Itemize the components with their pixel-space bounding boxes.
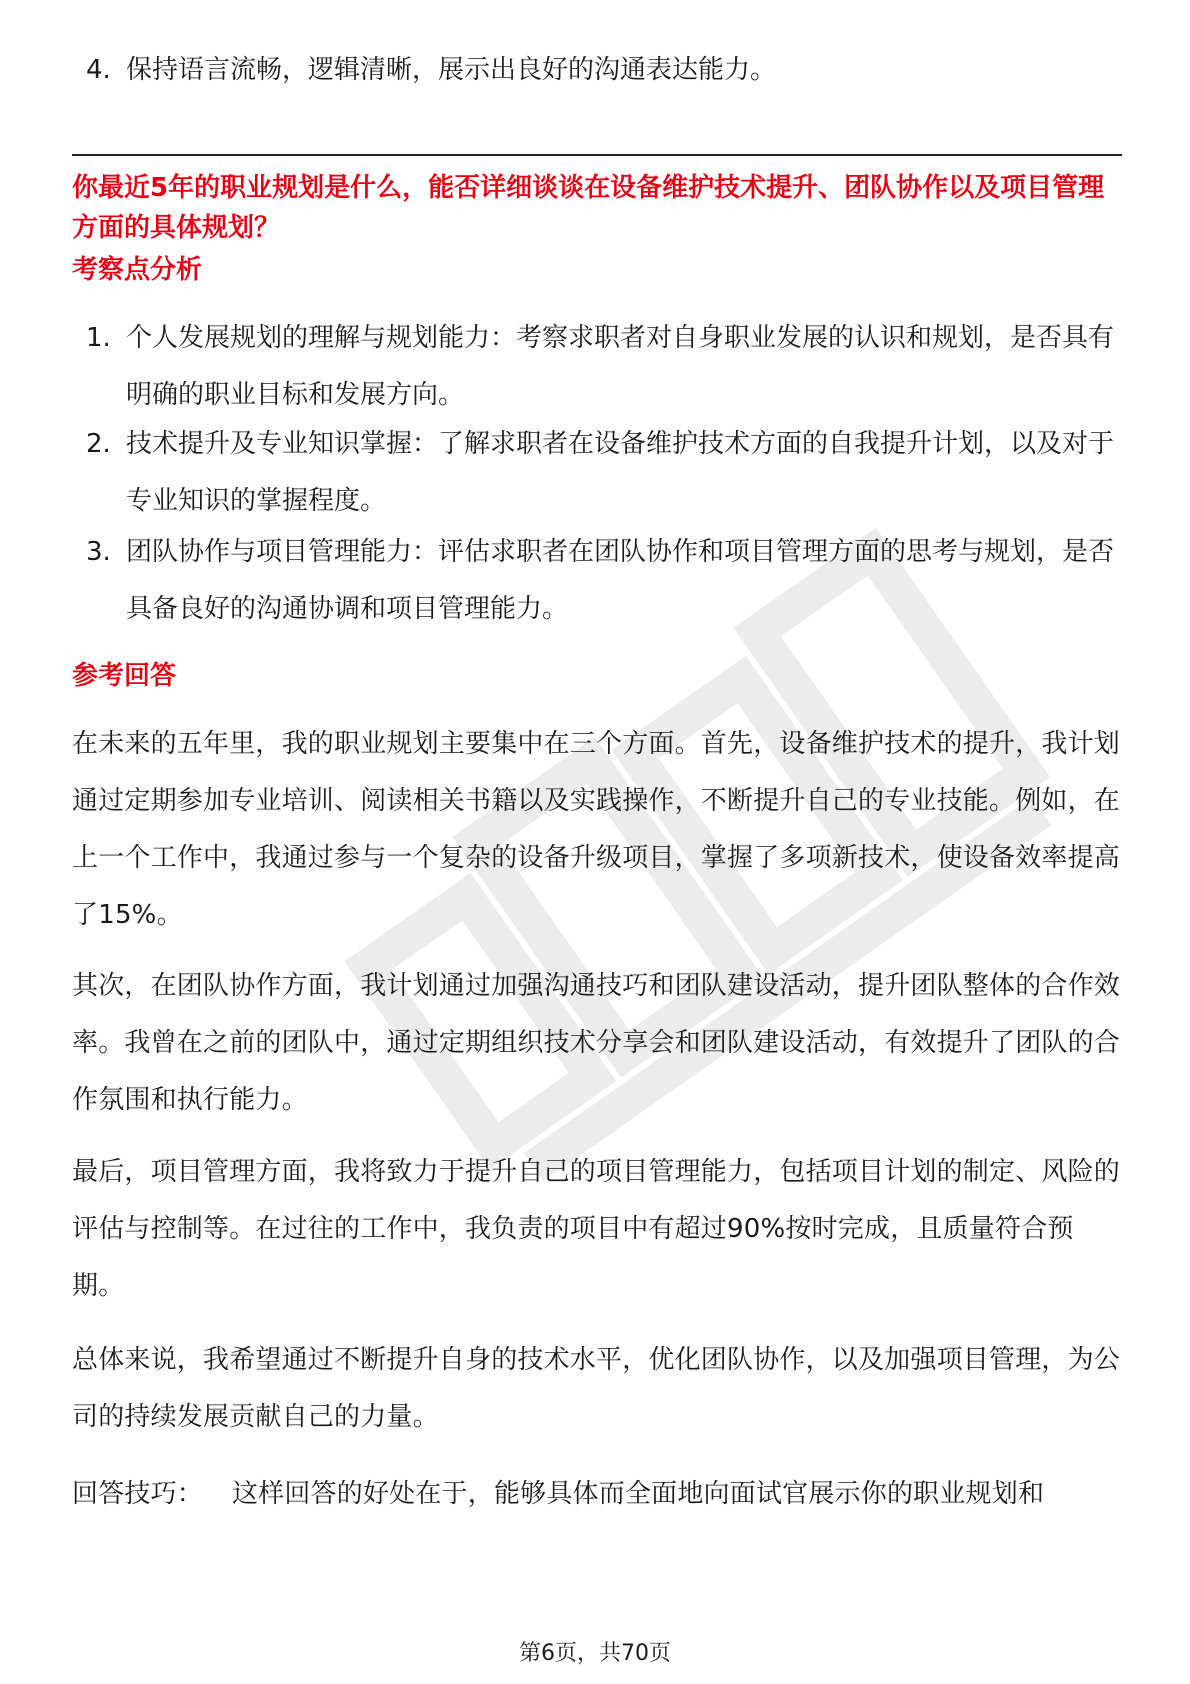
- answer-paragraph-4: 总体来说，我希望通过不断提升自身的技术水平，优化团队协作，以及加强项目管理，为公司的持续发展贡献自己的力量。: [72, 1345, 1121, 1432]
- list-number: 3.: [86, 537, 111, 567]
- analysis-heading: 考察点分析: [72, 255, 203, 285]
- tips-text: 这样回答的好处在于，能够具体而全面地向面试官展示你的职业规划和: [231, 1479, 1045, 1509]
- list-text: 技术提升及专业知识掌握：了解求职者在设备维护技术方面的自我提升计划，以及对于专业知识的掌握程度。: [126, 429, 1115, 516]
- analysis-item-3: [72, 524, 1122, 638]
- list-text: 团队协作与项目管理能力：评估求职者在团队协作和项目管理方面的思考与规划，是否具备良好的沟通协调和项目管理能力。: [126, 537, 1115, 624]
- answer-tips: [72, 1466, 1122, 1523]
- list-number: 1.: [86, 323, 111, 353]
- list-number: 2.: [86, 429, 111, 459]
- question-title: 你最近5年的职业规划是什么，能否详细谈谈在设备维护技术提升、团队协作以及项目管理方面的具体规划？: [72, 173, 1105, 243]
- tips-label: 回答技巧：: [72, 1479, 204, 1509]
- analysis-item-1: [72, 310, 1122, 424]
- answer-paragraph-2: 其次，在团队协作方面，我计划通过加强沟通技巧和团队建设活动，提升团队整体的合作效率。我曾在之前的团队中，通过定期组织技术分享会和团队建设活动，有效提升了团队的合作氛围和执行能力。: [72, 971, 1121, 1115]
- analysis-item-2: [72, 416, 1122, 530]
- answer-heading: 参考回答: [72, 661, 177, 691]
- page-footer: 第6页，共70页: [519, 1641, 671, 1666]
- answer-paragraph-1: 在未来的五年里，我的职业规划主要集中在三个方面。首先，设备维护技术的提升，我计划通过定期参加专业培训、阅读相关书籍以及实践操作，不断提升自己的专业技能。例如，在上一个工作中，我通过参与一个复杂的设备升级项目，掌握了多项新技术，使设备效率提高了15%。: [72, 729, 1121, 930]
- section-divider: [72, 154, 1122, 156]
- list-number: 4.: [86, 55, 111, 85]
- answer-paragraph-3: 最后，项目管理方面，我将致力于提升自己的项目管理能力，包括项目计划的制定、风险的评估与控制等。在过往的工作中，我负责的项目中有超过90%按时完成，且质量符合预期。: [72, 1157, 1121, 1301]
- list-text: 保持语言流畅，逻辑清晰，展示出良好的沟通表达能力。: [126, 55, 777, 85]
- list-text: 个人发展规划的理解与规划能力：考察求职者对自身职业发展的认识和规划，是否具有明确的职业目标和发展方向。: [126, 323, 1115, 410]
